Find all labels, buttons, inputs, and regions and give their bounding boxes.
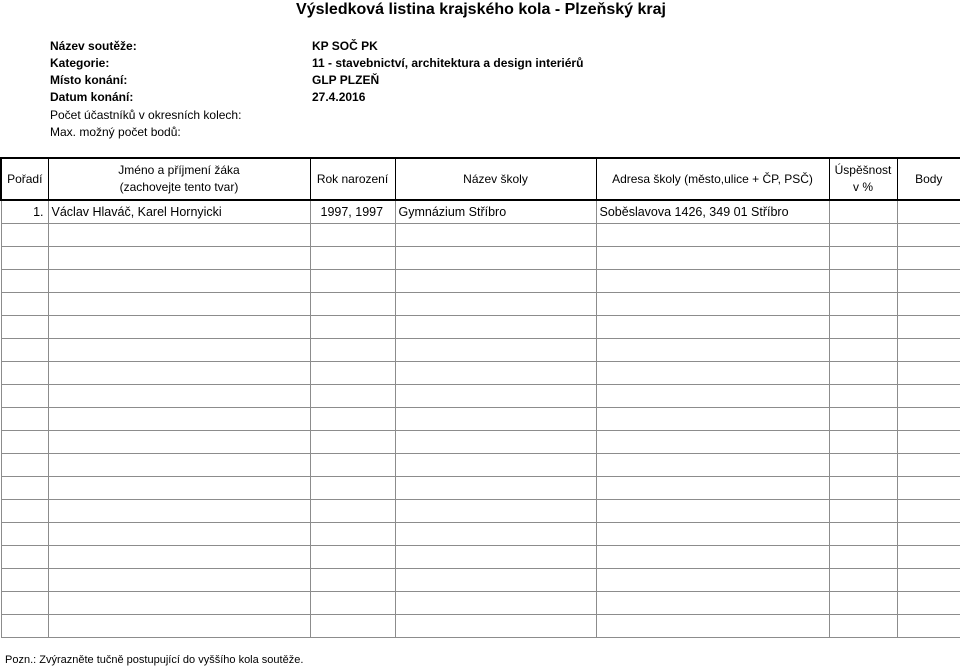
cell-success[interactable] xyxy=(829,224,897,247)
empty-table-row xyxy=(1,569,960,592)
cell-success[interactable] xyxy=(829,316,897,339)
cell-points[interactable] xyxy=(897,224,960,247)
cell-name[interactable] xyxy=(48,592,310,615)
cell-school-address[interactable] xyxy=(596,247,829,270)
empty-table-row xyxy=(1,224,960,247)
cell-rank[interactable] xyxy=(1,546,48,569)
cell-school-name[interactable] xyxy=(395,224,596,247)
cell-rank[interactable] xyxy=(1,224,48,247)
cell-rank[interactable] xyxy=(1,569,48,592)
cell-points[interactable] xyxy=(897,362,960,385)
category-value: 11 - stavebnictví, architektura a design interiérů xyxy=(312,56,584,70)
cell-birth-year[interactable] xyxy=(310,523,395,546)
header-success-line2: v % xyxy=(852,180,873,194)
venue-value: GLP PLZEŇ xyxy=(312,73,380,87)
cell-success[interactable] xyxy=(829,339,897,362)
cell-rank[interactable] xyxy=(1,316,48,339)
cell-success[interactable] xyxy=(829,477,897,500)
empty-table-row xyxy=(1,592,960,615)
table-row xyxy=(1,200,960,224)
cell-points[interactable] xyxy=(897,385,960,408)
cell-school-name[interactable] xyxy=(395,546,596,569)
cell-school-address[interactable] xyxy=(596,408,829,431)
cell-name[interactable] xyxy=(48,339,310,362)
cell-success[interactable] xyxy=(829,592,897,615)
cell-success[interactable] xyxy=(829,200,897,224)
cell-birth-year[interactable] xyxy=(310,224,395,247)
cell-points[interactable] xyxy=(897,431,960,454)
cell-points[interactable] xyxy=(897,592,960,615)
cell-school-address[interactable] xyxy=(596,454,829,477)
cell-points[interactable] xyxy=(897,500,960,523)
cell-birth-year[interactable] xyxy=(310,592,395,615)
cell-name[interactable] xyxy=(48,270,310,293)
cell-school-address[interactable] xyxy=(596,224,829,247)
empty-table-row xyxy=(1,408,960,431)
cell-rank[interactable] xyxy=(1,385,48,408)
cell-birth-year[interactable] xyxy=(310,569,395,592)
cell-name[interactable] xyxy=(48,362,310,385)
empty-table-row xyxy=(1,431,960,454)
cell-birth-year[interactable] xyxy=(310,316,395,339)
cell-school-address[interactable] xyxy=(596,339,829,362)
cell-points[interactable] xyxy=(897,270,960,293)
competition-label: Název soutěže: xyxy=(50,39,137,53)
max-points-label: Max. možný počet bodů: xyxy=(50,125,181,139)
date-label: Datum konání: xyxy=(50,90,134,104)
cell-school-name[interactable] xyxy=(395,316,596,339)
cell-birth-year[interactable] xyxy=(310,270,395,293)
cell-birth-year[interactable] xyxy=(310,500,395,523)
header-school-name: Název školy xyxy=(395,158,596,200)
cell-school-address[interactable] xyxy=(596,385,829,408)
cell-birth-year[interactable] xyxy=(310,293,395,316)
empty-table-row xyxy=(1,546,960,569)
cell-name[interactable] xyxy=(48,569,310,592)
cell-birth-year[interactable] xyxy=(310,408,395,431)
header-name xyxy=(48,158,310,200)
cell-school-name[interactable] xyxy=(395,431,596,454)
cell-school-name[interactable] xyxy=(395,293,596,316)
cell-points[interactable] xyxy=(897,569,960,592)
cell-school-name[interactable]: Gymnázium Stříbro xyxy=(395,200,596,224)
empty-table-row xyxy=(1,385,960,408)
cell-rank[interactable] xyxy=(1,431,48,454)
cell-success[interactable] xyxy=(829,569,897,592)
cell-school-address[interactable] xyxy=(596,523,829,546)
cell-success[interactable] xyxy=(829,247,897,270)
cell-points[interactable] xyxy=(897,408,960,431)
results-table xyxy=(0,157,960,638)
empty-table-row xyxy=(1,615,960,638)
header-rank: Pořadí xyxy=(1,158,48,200)
cell-birth-year[interactable] xyxy=(310,546,395,569)
cell-birth-year[interactable] xyxy=(310,247,395,270)
cell-rank[interactable] xyxy=(1,592,48,615)
empty-table-row xyxy=(1,247,960,270)
cell-school-name[interactable] xyxy=(395,592,596,615)
cell-rank[interactable] xyxy=(1,270,48,293)
cell-birth-year[interactable] xyxy=(310,385,395,408)
empty-table-row xyxy=(1,316,960,339)
header-points: Body xyxy=(897,158,960,200)
competition-value: KP SOČ PK xyxy=(312,39,378,53)
cell-success[interactable] xyxy=(829,523,897,546)
cell-success[interactable] xyxy=(829,408,897,431)
cell-name[interactable] xyxy=(48,408,310,431)
cell-school-name[interactable] xyxy=(395,270,596,293)
header-school-address: Adresa školy (město,ulice + ČP, PSČ) xyxy=(596,158,829,200)
cell-name[interactable] xyxy=(48,523,310,546)
header-success-line1: Úspěšnost xyxy=(834,163,892,177)
cell-school-name[interactable] xyxy=(395,408,596,431)
empty-table-row xyxy=(1,523,960,546)
cell-name[interactable] xyxy=(48,247,310,270)
cell-school-address[interactable] xyxy=(596,431,829,454)
cell-success[interactable] xyxy=(829,454,897,477)
cell-school-name[interactable] xyxy=(395,500,596,523)
cell-school-name[interactable] xyxy=(395,385,596,408)
empty-table-row xyxy=(1,362,960,385)
cell-rank[interactable]: 1. xyxy=(1,200,48,224)
cell-school-name[interactable] xyxy=(395,454,596,477)
empty-table-row xyxy=(1,270,960,293)
footnote: Pozn.: Zvýrazněte tučně postupující do vyššího kola soutěže. xyxy=(5,654,304,666)
participants-label: Počet účastníků v okresních kolech: xyxy=(50,108,242,122)
cell-school-name[interactable] xyxy=(395,615,596,638)
cell-name[interactable] xyxy=(48,454,310,477)
cell-rank[interactable] xyxy=(1,523,48,546)
cell-rank[interactable] xyxy=(1,615,48,638)
cell-success[interactable] xyxy=(829,270,897,293)
cell-school-address[interactable] xyxy=(596,270,829,293)
empty-table-row xyxy=(1,293,960,316)
header-success xyxy=(829,158,897,200)
cell-rank[interactable] xyxy=(1,339,48,362)
cell-name[interactable] xyxy=(48,316,310,339)
cell-school-address[interactable] xyxy=(596,500,829,523)
cell-name[interactable]: Václav Hlaváč, Karel Hornyicki xyxy=(48,200,310,224)
cell-success[interactable] xyxy=(829,615,897,638)
empty-table-row xyxy=(1,339,960,362)
cell-name[interactable] xyxy=(48,500,310,523)
cell-school-address[interactable] xyxy=(596,477,829,500)
cell-name[interactable] xyxy=(48,477,310,500)
cell-name[interactable] xyxy=(48,615,310,638)
cell-points[interactable] xyxy=(897,523,960,546)
cell-name[interactable] xyxy=(48,224,310,247)
cell-birth-year[interactable] xyxy=(310,431,395,454)
cell-rank[interactable] xyxy=(1,454,48,477)
cell-birth-year[interactable] xyxy=(310,362,395,385)
cell-school-name[interactable] xyxy=(395,477,596,500)
cell-success[interactable] xyxy=(829,500,897,523)
cell-success[interactable] xyxy=(829,385,897,408)
cell-rank[interactable] xyxy=(1,477,48,500)
cell-rank[interactable] xyxy=(1,408,48,431)
header-name-line1: Jméno a příjmení žáka xyxy=(118,163,240,177)
cell-success[interactable] xyxy=(829,362,897,385)
cell-school-name[interactable] xyxy=(395,247,596,270)
cell-success[interactable] xyxy=(829,546,897,569)
cell-school-name[interactable] xyxy=(395,523,596,546)
cell-school-name[interactable] xyxy=(395,339,596,362)
empty-table-row xyxy=(1,500,960,523)
cell-success[interactable] xyxy=(829,431,897,454)
cell-points[interactable] xyxy=(897,454,960,477)
cell-points[interactable] xyxy=(897,339,960,362)
cell-birth-year[interactable]: 1997, 1997 xyxy=(310,200,395,224)
cell-points[interactable] xyxy=(897,546,960,569)
cell-points[interactable] xyxy=(897,477,960,500)
cell-school-address[interactable] xyxy=(596,293,829,316)
empty-table-row xyxy=(1,477,960,500)
cell-school-address[interactable] xyxy=(596,362,829,385)
cell-school-address[interactable] xyxy=(596,546,829,569)
page-title: Výsledková listina krajského kola - Plzeňský kraj xyxy=(296,1,666,18)
cell-points[interactable] xyxy=(897,247,960,270)
cell-points[interactable] xyxy=(897,316,960,339)
cell-rank[interactable] xyxy=(1,293,48,316)
cell-birth-year[interactable] xyxy=(310,477,395,500)
cell-points[interactable] xyxy=(897,293,960,316)
cell-school-name[interactable] xyxy=(395,569,596,592)
cell-points[interactable] xyxy=(897,200,960,224)
cell-school-address[interactable] xyxy=(596,569,829,592)
cell-name[interactable] xyxy=(48,546,310,569)
cell-rank[interactable] xyxy=(1,247,48,270)
cell-school-address[interactable]: Soběslavova 1426, 349 01 Stříbro xyxy=(596,200,829,224)
venue-label: Místo konání: xyxy=(50,73,128,87)
cell-school-address[interactable] xyxy=(596,615,829,638)
header-birth-year: Rok narození xyxy=(310,158,395,200)
empty-table-row xyxy=(1,454,960,477)
cell-school-address[interactable] xyxy=(596,316,829,339)
cell-rank[interactable] xyxy=(1,362,48,385)
category-label: Kategorie: xyxy=(50,56,110,70)
cell-birth-year[interactable] xyxy=(310,339,395,362)
table-header-row xyxy=(1,158,960,200)
cell-name[interactable] xyxy=(48,293,310,316)
date-value: 27.4.2016 xyxy=(312,90,366,104)
cell-success[interactable] xyxy=(829,293,897,316)
cell-birth-year[interactable] xyxy=(310,454,395,477)
cell-rank[interactable] xyxy=(1,500,48,523)
cell-birth-year[interactable] xyxy=(310,615,395,638)
header-name-line2: (zachovejte tento tvar) xyxy=(119,180,239,194)
cell-name[interactable] xyxy=(48,431,310,454)
cell-name[interactable] xyxy=(48,385,310,408)
cell-school-name[interactable] xyxy=(395,362,596,385)
cell-school-address[interactable] xyxy=(596,592,829,615)
cell-points[interactable] xyxy=(897,615,960,638)
